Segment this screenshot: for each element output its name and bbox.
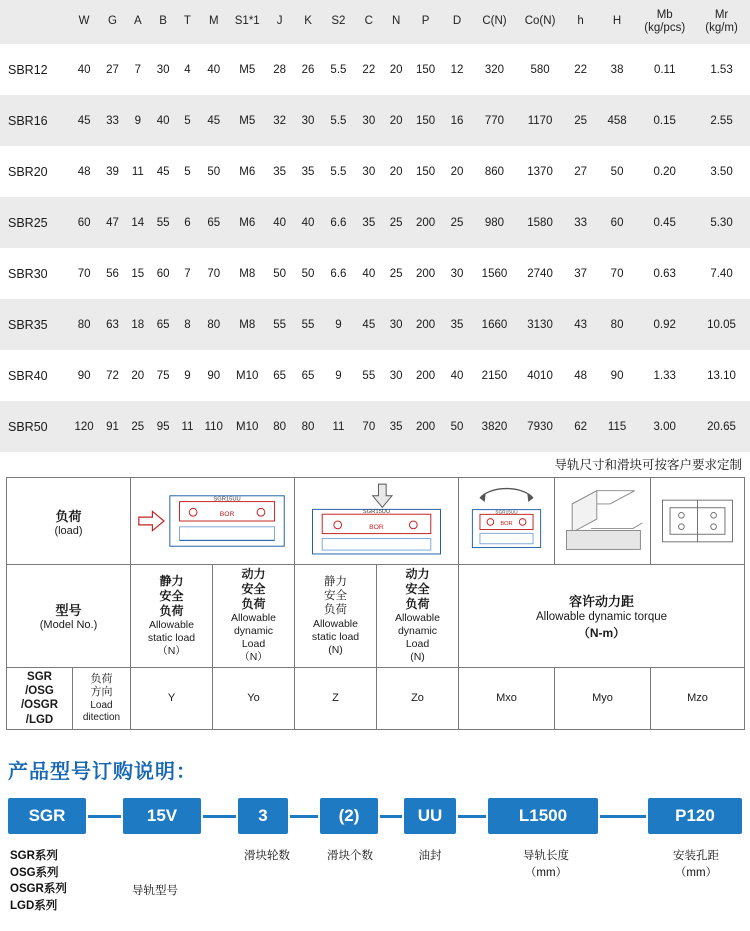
spec-cell: 48 — [574, 369, 587, 382]
order-connector-0 — [88, 815, 121, 818]
spec-cell: 30 — [156, 63, 170, 76]
allow-cn-0: 静力 安全 负荷 — [159, 573, 184, 618]
spec-model-name: SBR25 — [0, 197, 69, 248]
spec-cell: 7 — [134, 63, 141, 76]
load-label-en: (load) — [54, 524, 83, 537]
torque-label-en: Allowable dynamic torque — [535, 610, 668, 623]
spec-cell: 458 — [598, 95, 637, 146]
spec-cell: 90 — [207, 369, 221, 382]
order-code-row — [0, 798, 750, 836]
order-connector-1 — [203, 815, 236, 818]
spec-cell: 4010 — [527, 369, 553, 382]
spec-header-9: K — [294, 0, 322, 44]
spec-cell: 65 — [199, 197, 229, 248]
spec-cell: 5 — [176, 95, 198, 146]
dir-value-3: Zo — [377, 667, 459, 730]
spec-cell: 43 — [563, 299, 597, 350]
diagram-load-z — [295, 478, 459, 565]
dir-value-1: Yo — [213, 667, 295, 730]
spec-cell: 30 — [362, 165, 376, 178]
spec-cell: 1.53 — [710, 63, 733, 76]
spec-cell: 9 — [184, 369, 191, 382]
allow-cell-0 — [131, 565, 213, 668]
spec-cell: 56 — [106, 267, 119, 280]
spec-cell: 27 — [574, 165, 587, 178]
spec-cell: 40 — [362, 267, 376, 280]
spec-cell: 63 — [99, 299, 125, 350]
spec-cell: 8 — [176, 299, 198, 350]
spec-cell: 150 — [409, 95, 441, 146]
table-row — [0, 350, 750, 401]
spec-cell: 11 — [322, 401, 354, 452]
spec-cell: 25 — [126, 401, 150, 452]
spec-cell: 50 — [207, 165, 221, 178]
spec-cell: 0.15 — [636, 95, 693, 146]
table-row — [0, 299, 750, 350]
spec-header-16: Co(N) — [517, 0, 564, 44]
load-header-cell — [7, 478, 131, 565]
spec-header-10: S2 — [322, 0, 354, 44]
spec-cell: 7.40 — [710, 267, 733, 280]
allow-en-3: Allowable dynamic Load (N) — [395, 612, 440, 664]
spec-cell: 33 — [99, 95, 125, 146]
spec-cell: 50 — [301, 267, 315, 280]
order-code-box-5[interactable]: L1500 — [488, 798, 598, 834]
spec-cell: 47 — [99, 197, 125, 248]
spec-cell: M10 — [229, 401, 265, 452]
spec-model-name: SBR12 — [8, 62, 48, 77]
spec-cell: 120 — [69, 401, 99, 452]
spec-cell: 3.00 — [636, 401, 693, 452]
spec-cell: 28 — [273, 63, 287, 76]
spec-cell: 80 — [265, 401, 293, 452]
spec-cell: 33 — [563, 197, 597, 248]
dir-value-2: Z — [295, 667, 377, 730]
svg-text:BOR: BOR — [219, 511, 235, 519]
spec-cell: 80 — [294, 401, 322, 452]
spec-cell: 80 — [199, 299, 229, 350]
spec-cell: 70 — [207, 267, 221, 280]
order-code-box-4[interactable]: UU — [404, 798, 456, 834]
spec-header-8: J — [265, 0, 293, 44]
spec-header-1: W — [69, 0, 99, 44]
spec-cell: 200 — [415, 267, 436, 280]
order-connector-3 — [380, 815, 402, 818]
spec-cell: 40 — [150, 95, 176, 146]
spec-cell: 30 — [383, 299, 409, 350]
mzo-illustration — [653, 480, 742, 562]
spec-cell: 1560 — [481, 267, 508, 280]
load-z-illustration — [297, 480, 456, 562]
series-list-cell — [7, 667, 73, 730]
spec-model-name: SBR35 — [0, 299, 69, 350]
spec-cell: 110 — [199, 401, 229, 452]
spec-header-15: C(N) — [472, 0, 517, 44]
dir-value-6: Mzo — [651, 667, 745, 730]
spec-cell: 1170 — [517, 95, 564, 146]
torque-label-cn: 容许动力距 — [568, 593, 634, 609]
spec-cell: 37 — [574, 267, 587, 280]
spec-cell: 30 — [294, 95, 322, 146]
spec-cell: 770 — [472, 95, 517, 146]
spec-cell: 0.11 — [653, 63, 676, 76]
spec-header-11: C — [355, 0, 383, 44]
spec-cell: 1660 — [472, 299, 517, 350]
spec-cell: 1.33 — [653, 369, 676, 382]
spec-cell: 320 — [484, 63, 505, 76]
spec-cell: 3130 — [517, 299, 564, 350]
spec-cell: 20 — [389, 63, 403, 76]
order-caption-4: 油封 — [418, 850, 442, 862]
spec-cell: 80 — [598, 299, 637, 350]
spec-cell: 14 — [126, 197, 150, 248]
mxo-illustration — [461, 480, 552, 562]
diagram-torque-myo — [555, 478, 651, 565]
spec-cell: 45 — [355, 299, 383, 350]
spec-cell: 6 — [176, 197, 198, 248]
spec-header-14: D — [442, 0, 472, 44]
spec-cell: 50 — [273, 267, 287, 280]
spec-header-12: N — [383, 0, 409, 44]
spec-cell: 115 — [598, 401, 637, 452]
spec-cell: 860 — [484, 165, 505, 178]
spec-model-name: SBR20 — [8, 164, 48, 179]
spec-cell: 60 — [156, 267, 170, 280]
spec-cell: 5.5 — [322, 95, 354, 146]
spec-cell: 20 — [131, 369, 145, 382]
spec-cell: 2740 — [527, 267, 553, 280]
spec-cell: 65 — [301, 369, 315, 382]
load-torque-table — [6, 477, 745, 730]
spec-cell: 65 — [150, 299, 176, 350]
spec-cell: 0.45 — [636, 197, 693, 248]
spec-cell: 40 — [207, 63, 221, 76]
spec-cell: 22 — [574, 63, 587, 76]
spec-header-3: A — [126, 0, 150, 44]
order-caption-2: 滑块轮数 — [244, 850, 290, 862]
spec-cell: 3820 — [472, 401, 517, 452]
allow-en-2: Allowable static load (N) — [311, 617, 360, 656]
direction-label-en: Load ditection — [82, 700, 121, 723]
dir-value-4: Mxo — [459, 667, 555, 730]
spec-cell: 5.5 — [330, 165, 347, 178]
spec-cell: 0.63 — [653, 267, 676, 280]
spec-cell: 32 — [265, 95, 293, 146]
spec-model-name: SBR16 — [0, 95, 69, 146]
spec-cell: M5 — [239, 63, 256, 76]
spec-cell: 55 — [294, 299, 322, 350]
spec-cell: 1580 — [517, 197, 564, 248]
spec-cell: 72 — [106, 369, 119, 382]
allow-en-0: Allowable static load （N） — [147, 618, 196, 657]
spec-cell: 40 — [265, 197, 293, 248]
spec-cell: 6.6 — [330, 267, 347, 280]
spec-cell: 1370 — [527, 165, 553, 178]
spec-cell: 48 — [77, 165, 91, 178]
spec-cell: 27 — [106, 63, 119, 76]
spec-cell: 0.92 — [636, 299, 693, 350]
spec-cell: 22 — [362, 63, 376, 76]
spec-cell: M8 — [229, 299, 265, 350]
spec-model-name: SBR50 — [0, 401, 69, 452]
spec-cell: 60 — [69, 197, 99, 248]
spec-cell: 20 — [383, 95, 409, 146]
spec-cell: 95 — [150, 401, 176, 452]
spec-cell: 15 — [131, 267, 145, 280]
svg-text:SGR15UU: SGR15UU — [213, 496, 241, 503]
allow-cn-1: 动力 安全 负荷 — [241, 567, 266, 611]
spec-cell: M6 — [239, 165, 256, 178]
spec-cell: 40 — [294, 197, 322, 248]
spec-cell: 0.20 — [653, 165, 676, 178]
spec-cell: 16 — [442, 95, 472, 146]
spec-cell: 55 — [362, 369, 376, 382]
spec-cell: 200 — [409, 401, 441, 452]
direction-label-cell — [73, 667, 131, 730]
order-caption-6: 安装孔距 （mm） — [673, 850, 719, 879]
torque-unit: （N-m） — [577, 625, 626, 640]
spec-cell: 4 — [184, 63, 191, 76]
svg-text:BOR: BOR — [369, 523, 384, 531]
spec-cell: 70 — [77, 267, 91, 280]
spec-cell: 2150 — [481, 369, 508, 382]
allow-en-1: Allowable dynamic Load （N） — [231, 612, 276, 664]
spec-header-5: T — [176, 0, 198, 44]
spec-cell: 9 — [126, 95, 150, 146]
spec-cell: 580 — [530, 63, 550, 76]
svg-text:SGR15UU: SGR15UU — [362, 509, 391, 516]
table-row — [0, 197, 750, 248]
table-row — [0, 248, 750, 299]
spec-cell: 35 — [273, 165, 287, 178]
allowable-torque-cell — [459, 565, 745, 668]
spec-cell: 11 — [131, 165, 144, 178]
order-connector-4 — [458, 815, 486, 818]
svg-text:SGR15UU: SGR15UU — [495, 510, 518, 516]
model-header-cell — [7, 565, 131, 668]
spec-header-row — [0, 0, 750, 44]
spec-cell: 200 — [409, 299, 441, 350]
spec-header-4: B — [150, 0, 176, 44]
order-code-box-1[interactable]: 15V — [123, 798, 201, 834]
spec-cell: 5.30 — [693, 197, 750, 248]
direction-label-cn: 负荷 方向 — [90, 672, 113, 699]
spec-cell: 7 — [184, 267, 191, 280]
spec-cell: 6.6 — [322, 197, 354, 248]
allow-cell-3 — [377, 565, 459, 668]
spec-cell: 50 — [442, 401, 472, 452]
spec-cell: 20.65 — [693, 401, 750, 452]
order-code-box-3[interactable]: (2) — [320, 798, 378, 834]
order-section-title: 产品型号订购说明： — [8, 761, 197, 783]
bearing-spec-table — [0, 0, 750, 452]
table-row — [0, 401, 750, 452]
diagram-torque-mxo — [459, 478, 555, 565]
spec-cell: 7930 — [517, 401, 564, 452]
spec-cell: 45 — [156, 165, 170, 178]
order-connector-2 — [290, 815, 318, 818]
order-connector-5 — [600, 815, 646, 818]
svg-text:BOR: BOR — [500, 520, 513, 527]
spec-cell: 65 — [273, 369, 287, 382]
spec-table-container — [0, 0, 750, 452]
spec-cell: 50 — [610, 165, 624, 178]
spec-cell: 75 — [156, 369, 170, 382]
spec-cell: 9 — [335, 369, 342, 382]
spec-model-name: SBR30 — [8, 266, 48, 281]
spec-cell: 150 — [415, 63, 436, 76]
spec-cell: 30 — [450, 267, 464, 280]
spec-cell: 90 — [77, 369, 91, 382]
spec-cell: 20 — [450, 165, 464, 178]
spec-cell: 40 — [450, 369, 464, 382]
order-code-box-2[interactable]: 3 — [238, 798, 288, 834]
myo-illustration — [557, 480, 648, 562]
spec-header-0 — [0, 0, 69, 44]
spec-cell: 5.5 — [330, 63, 347, 76]
spec-cell: 40 — [77, 63, 91, 76]
allow-cell-2 — [295, 565, 377, 668]
diagram-torque-mzo — [651, 478, 745, 565]
spec-cell: 3.50 — [710, 165, 733, 178]
spec-cell: 30 — [389, 369, 403, 382]
spec-cell: 38 — [610, 63, 624, 76]
spec-cell: 10.05 — [693, 299, 750, 350]
order-caption-0: SGR系列 OSG系列 OSGR系列 LGD系列 — [10, 850, 67, 913]
spec-cell: 25 — [383, 197, 409, 248]
spec-cell: 9 — [322, 299, 354, 350]
diagram-load-y — [131, 478, 295, 565]
spec-cell: 35 — [301, 165, 315, 178]
spec-header-2: G — [99, 0, 125, 44]
order-caption-1: 导轨型号 — [132, 885, 178, 897]
spec-cell: 60 — [598, 197, 637, 248]
spec-cell: 55 — [265, 299, 293, 350]
spec-cell: 980 — [472, 197, 517, 248]
dir-value-0: Y — [131, 667, 213, 730]
spec-cell: 11 — [176, 401, 198, 452]
spec-cell: 150 — [415, 165, 436, 178]
spec-cell: 45 — [69, 95, 99, 146]
spec-cell: 2.55 — [693, 95, 750, 146]
order-caption-3: 滑块个数 — [327, 850, 373, 862]
spec-cell: 39 — [106, 165, 119, 178]
table-row — [0, 146, 750, 197]
table-row — [0, 95, 750, 146]
spec-cell: 80 — [69, 299, 99, 350]
spec-cell: M5 — [229, 95, 265, 146]
spec-cell: 5 — [184, 165, 191, 178]
order-code-box-0[interactable]: SGR — [8, 798, 86, 834]
allow-cn-2: 静力 安全 负荷 — [324, 575, 347, 617]
series-list: SGR /OSG /OSGR /LGD — [20, 670, 59, 726]
model-label-en: (Model No.) — [39, 619, 98, 632]
spec-header-18: H — [598, 0, 637, 44]
spec-cell: 25 — [442, 197, 472, 248]
spec-header-20: Mr (kg/m) — [693, 0, 750, 44]
spec-cell: 13.10 — [707, 369, 736, 382]
order-caption-5: 导轨长度 （mm） — [523, 850, 569, 879]
spec-cell: 90 — [610, 369, 624, 382]
customization-note: 导轨尺寸和滑块可按客户要求定制 — [554, 458, 742, 472]
spec-cell: M6 — [229, 197, 265, 248]
spec-cell: 45 — [199, 95, 229, 146]
spec-cell: 12 — [450, 63, 464, 76]
spec-model-name: SBR40 — [8, 368, 48, 383]
spec-cell: 200 — [415, 369, 436, 382]
load-y-illustration — [133, 480, 292, 562]
spec-header-13: P — [409, 0, 441, 44]
allow-cn-3: 动力 安全 负荷 — [405, 567, 430, 611]
spec-cell: M8 — [239, 267, 256, 280]
spec-cell: 35 — [442, 299, 472, 350]
spec-header-17: h — [563, 0, 597, 44]
spec-header-6: M — [199, 0, 229, 44]
model-label-cn: 型号 — [55, 603, 82, 619]
spec-cell: 30 — [355, 95, 383, 146]
spec-header-19: Mb (kg/pcs) — [636, 0, 693, 44]
spec-cell: 18 — [126, 299, 150, 350]
spec-cell: 62 — [563, 401, 597, 452]
dir-value-5: Myo — [555, 667, 651, 730]
load-label-cn: 负荷 — [55, 508, 82, 524]
spec-cell: 35 — [355, 197, 383, 248]
table-row — [0, 44, 750, 95]
spec-cell: 26 — [301, 63, 315, 76]
spec-cell: 25 — [389, 267, 403, 280]
order-code-box-6[interactable]: P120 — [648, 798, 742, 834]
spec-cell: 200 — [409, 197, 441, 248]
spec-cell: M10 — [236, 369, 259, 382]
spec-cell: 25 — [563, 95, 597, 146]
spec-cell: 55 — [150, 197, 176, 248]
spec-cell: 35 — [383, 401, 409, 452]
spec-header-7: S1*1 — [229, 0, 265, 44]
spec-cell: 20 — [389, 165, 403, 178]
spec-cell: 70 — [355, 401, 383, 452]
allow-cell-1 — [213, 565, 295, 668]
spec-cell: 70 — [610, 267, 624, 280]
spec-cell: 91 — [99, 401, 125, 452]
